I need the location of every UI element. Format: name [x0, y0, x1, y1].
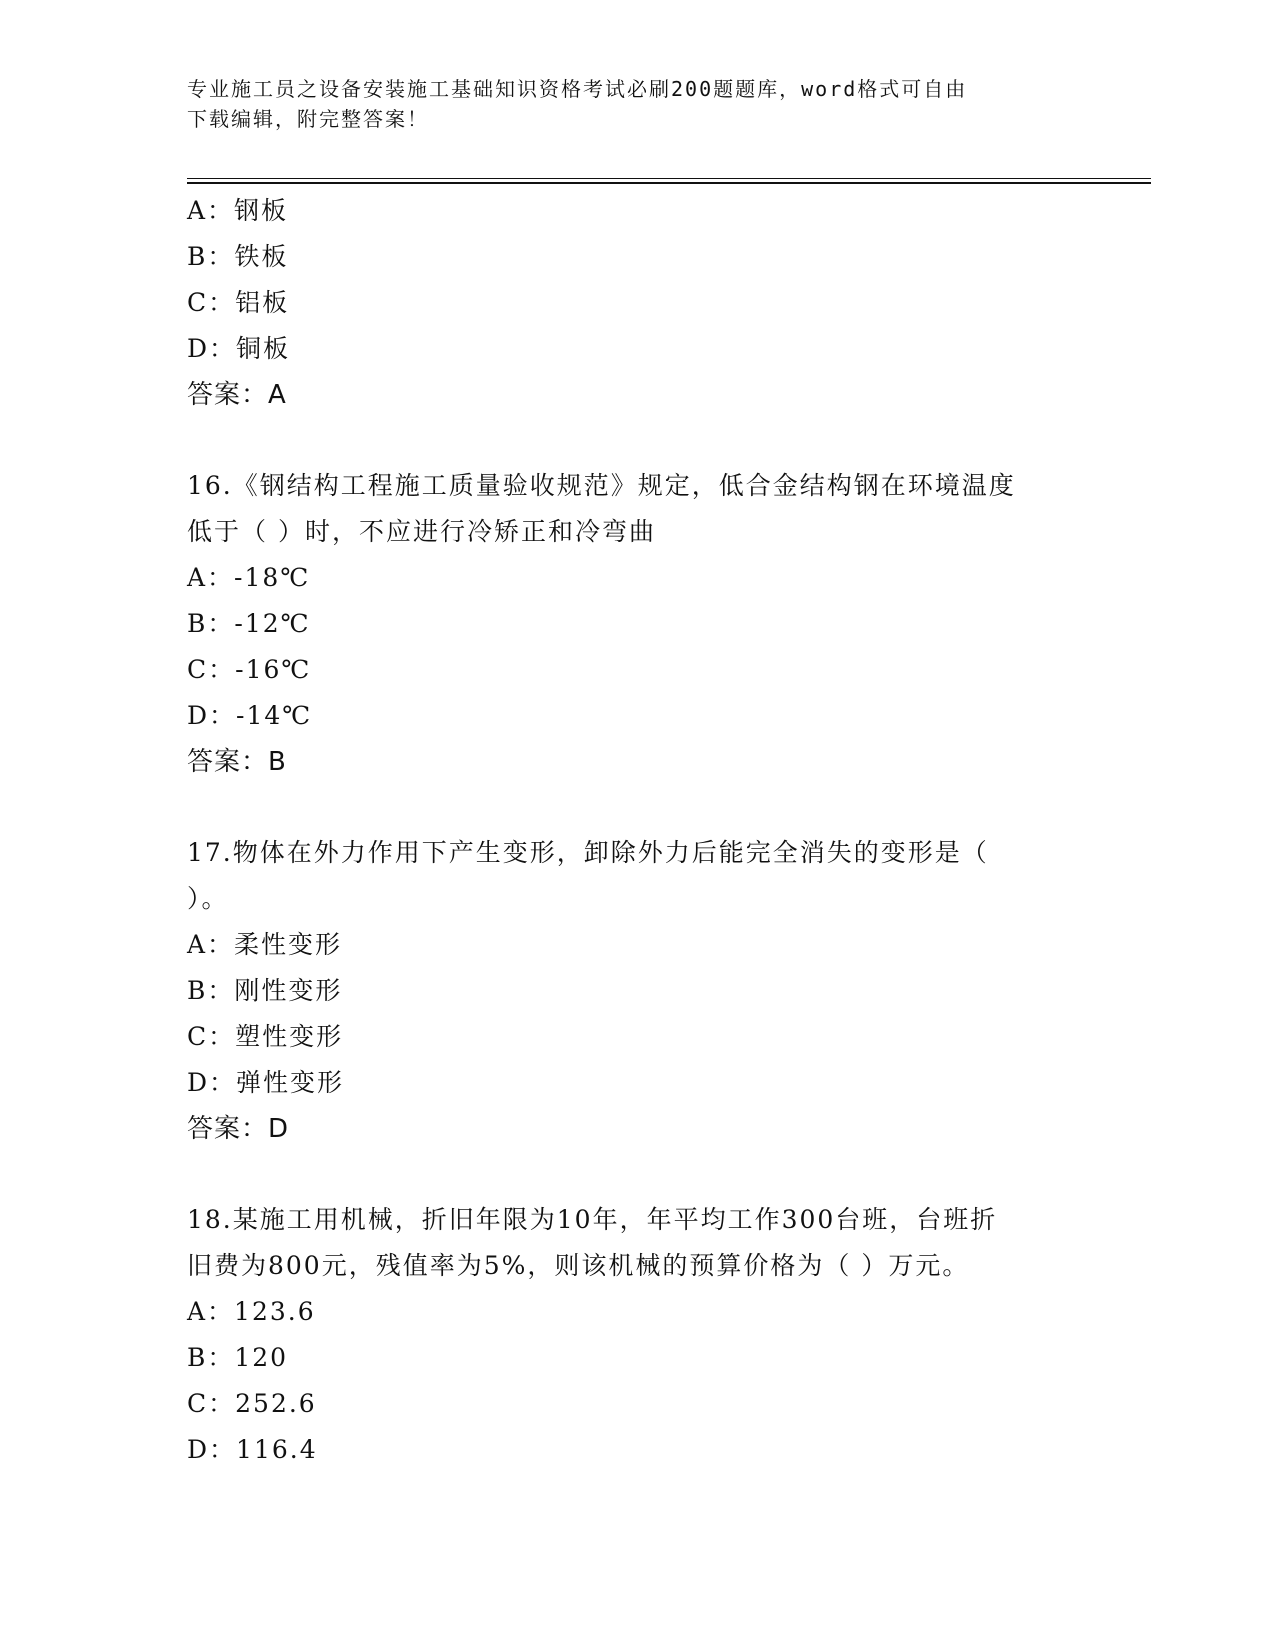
- question-17: [187, 830, 1087, 1152]
- spacer: [187, 418, 1087, 463]
- spacer: [187, 785, 1087, 830]
- question-15: [187, 188, 1087, 418]
- option-b: B：-12℃: [187, 609, 311, 638]
- option-c: C：铝板: [187, 288, 290, 317]
- question-list: [187, 188, 1087, 1473]
- question-stem-continued: 旧费为800元，残值率为5%，则该机械的预算价格为（ ）万元。: [187, 1251, 970, 1280]
- answer: 答案：D: [187, 1114, 290, 1144]
- answer: 答案：B: [187, 747, 287, 777]
- header-divider-thick: [187, 182, 1151, 184]
- option-d: D：116.4: [187, 1435, 318, 1464]
- option-b: B：刚性变形: [187, 976, 343, 1005]
- option-d: D：铜板: [187, 334, 291, 363]
- option-c: C：塑性变形: [187, 1022, 344, 1051]
- option-c: C：252.6: [187, 1389, 317, 1418]
- option-a: A：钢板: [187, 196, 289, 225]
- option-d: D：-14℃: [187, 701, 313, 730]
- option-c: C：-16℃: [187, 655, 312, 684]
- question-stem: 16.《钢结构工程施工质量验收规范》规定，低合金结构钢在环境温度: [187, 471, 1016, 500]
- option-b: B：120: [187, 1343, 289, 1372]
- question-16: [187, 463, 1087, 785]
- option-a: A：-18℃: [187, 563, 311, 592]
- spacer: [187, 1152, 1087, 1197]
- answer: 答案：A: [187, 380, 287, 410]
- option-d: D：弹性变形: [187, 1068, 345, 1097]
- question-stem: 17.物体在外力作用下产生变形，卸除外力后能完全消失的变形是（: [187, 838, 989, 867]
- header-divider-thin: [187, 178, 1151, 179]
- document-header: [187, 74, 1067, 134]
- header-line-2: 下载编辑，附完整答案！: [187, 107, 429, 131]
- question-18: [187, 1197, 1087, 1473]
- header-line-1: 专业施工员之设备安装施工基础知识资格考试必刷200题题库，word格式可自由: [187, 77, 968, 101]
- question-stem: 18.某施工用机械，折旧年限为10年，年平均工作300台班，台班折: [187, 1205, 998, 1234]
- option-b: B：铁板: [187, 242, 289, 271]
- question-stem-continued: 低于（ ）时，不应进行冷矫正和冷弯曲: [187, 517, 656, 546]
- option-a: A：123.6: [187, 1297, 316, 1326]
- question-stem-continued: ）。: [187, 884, 229, 913]
- option-a: A：柔性变形: [187, 930, 343, 959]
